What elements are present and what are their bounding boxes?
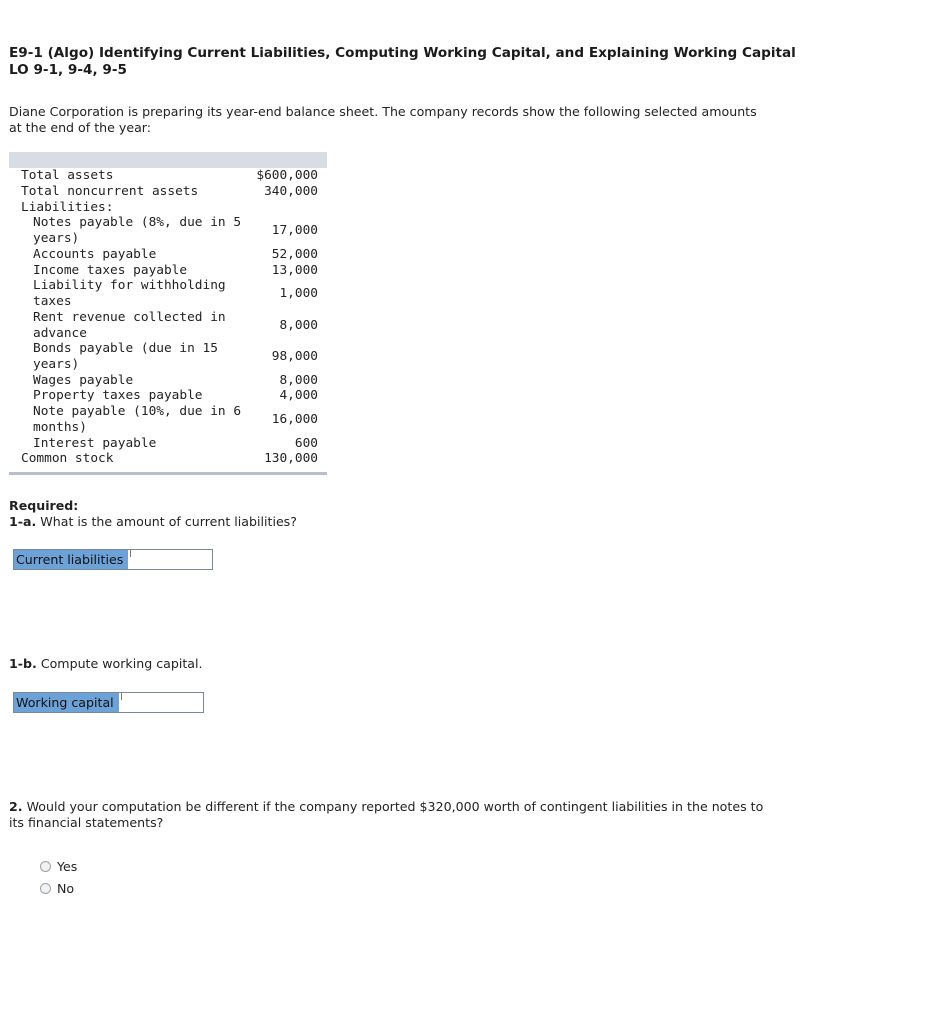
row-value: 17,000 [271,223,318,239]
radio-no[interactable] [40,883,51,894]
table-row [9,341,327,373]
title-line-2: LO 9-1, 9-4, 9-5 [9,62,127,78]
row-label: Bonds payable (due in 15 years) [33,341,218,372]
row-value: 8,000 [279,372,318,388]
row-value: 340,000 [264,184,318,200]
option-no-label: No [57,881,75,896]
row-value: 13,000 [271,262,318,278]
page-title [9,45,909,79]
table-row [9,388,327,404]
row-label: Accounts payable [33,247,157,263]
question-2 [9,799,769,831]
option-no[interactable] [40,881,74,896]
option-yes[interactable] [40,859,77,874]
intro-text: Diane Corporation is preparing its year-end balance sheet. The company records show the following selected amounts at the end of the year: [9,104,757,135]
working-capital-input[interactable] [121,693,203,710]
row-value: 98,000 [271,349,318,365]
row-label: Common stock [21,451,114,467]
table-row [9,278,327,310]
balance-table [9,168,327,467]
question-1a-number: 1-a. [9,514,37,529]
table-row [9,451,327,467]
row-value: 8,000 [279,317,318,333]
table-row [9,373,327,388]
row-value: 16,000 [271,412,318,428]
table-row [9,404,327,436]
row-value: 4,000 [279,388,318,404]
question-1b-number: 1-b. [9,656,37,671]
question-2-text: Would your computation be different if the company reported $320,000 worth of contingent liabilities in the notes to its financial statements? [9,799,764,830]
table-row [9,184,327,200]
row-label: Liabilities: [21,199,114,215]
row-value: 130,000 [264,451,318,467]
row-label: Wages payable [33,372,134,388]
table-row [9,168,327,184]
working-capital-answer [13,692,204,713]
question-1a-text: What is the amount of current liabilities? [40,514,297,529]
current-liabilities-input[interactable] [130,550,212,567]
required-section [9,498,297,530]
row-label: Liability for withholding taxes [33,278,226,309]
current-liabilities-label: Current liabilities [14,550,130,569]
table-row [9,263,327,278]
table-row [9,436,327,451]
row-value: 1,000 [279,286,318,302]
question-1b [9,656,203,672]
working-capital-label: Working capital [14,693,121,712]
row-label: Income taxes payable [33,262,188,278]
table-row [9,200,327,215]
row-value: 600 [294,435,318,451]
row-label: Total assets [21,168,114,184]
current-liabilities-answer [13,549,213,570]
title-line-1: E9-1 (Algo) Identifying Current Liabilities, Computing Working Capital, and Explaining Working Capital [9,45,796,61]
question-1b-text: Compute working capital. [40,656,203,671]
row-label: Interest payable [33,435,157,451]
table-row [9,215,327,247]
radio-yes[interactable] [40,861,51,872]
row-value: 52,000 [271,247,318,263]
table-row [9,247,327,263]
option-yes-label: Yes [57,859,78,874]
question-2-number: 2. [9,799,23,814]
row-label: Rent revenue collected in advance [33,309,226,341]
table-footer-bar [9,472,327,475]
row-label: Total noncurrent assets [21,184,199,200]
table-row [9,310,327,341]
row-value: $600,000 [256,168,318,184]
row-label: Notes payable (8%, due in 5 years) [33,215,242,246]
table-header-bar [9,152,327,168]
required-heading: Required: [9,498,79,513]
row-label: Note payable (10%, due in 6 months) [33,404,242,435]
row-label: Property taxes payable [33,388,203,404]
